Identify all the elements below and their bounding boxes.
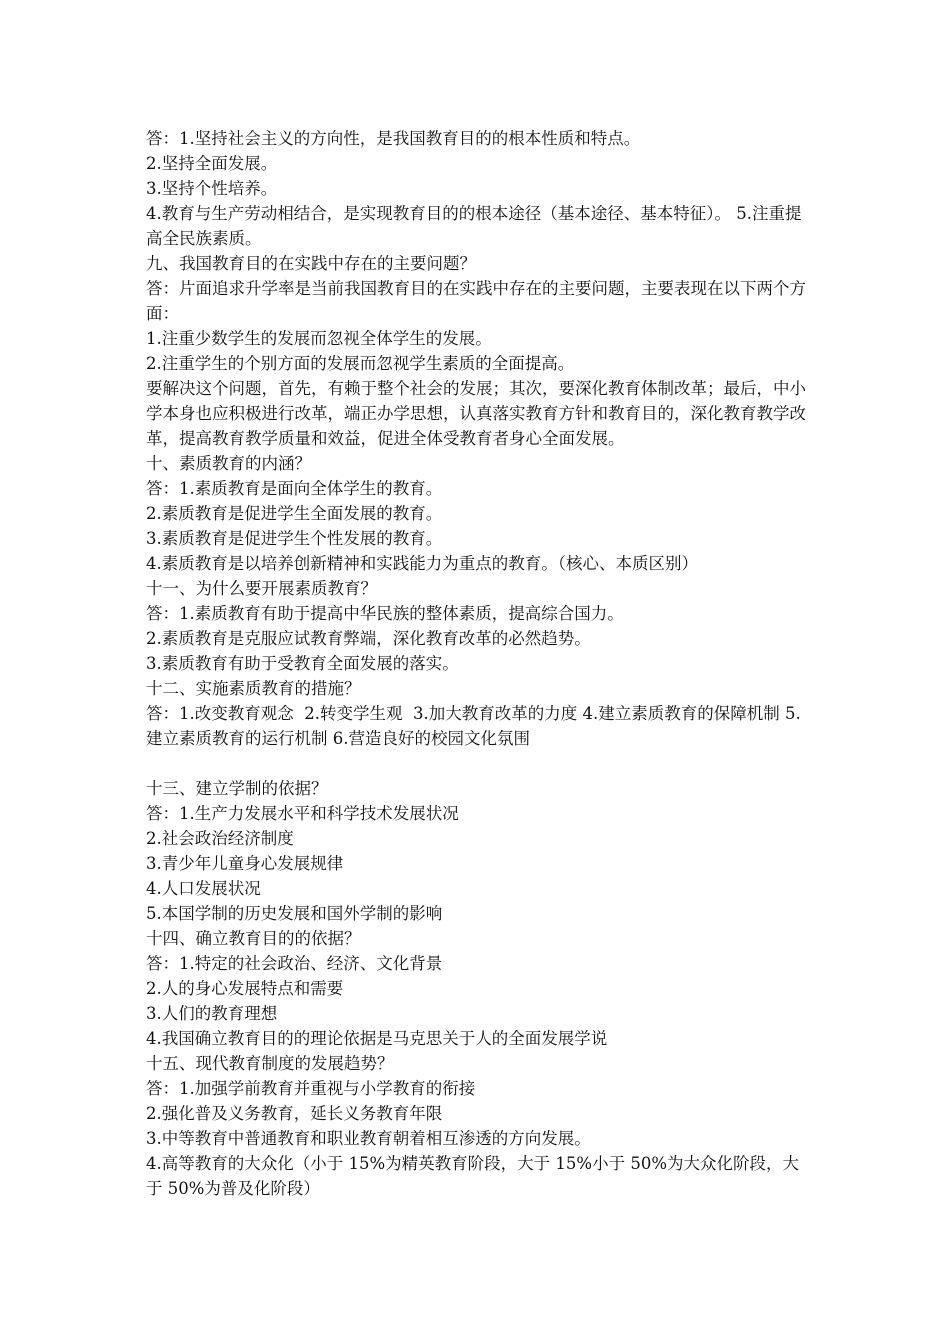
text-line: 答：1.生产力发展水平和科学技术发展状况 [146,804,459,823]
text-line: 3.素质教育是促进学生个性发展的教育。 [146,529,443,548]
text-line: 4.我国确立教育目的的理论依据是马克思关于人的全面发展学说 [146,1029,608,1048]
text-line: 2.注重学生的个别方面的发展而忽视学生素质的全面提高。 [146,354,575,373]
text-line: 2.素质教育是克服应试教育弊端，深化教育改革的必然趋势。 [146,629,591,648]
text-line: 答：片面追求升学率是当前我国教育目的在实践中存在的主要问题，主要表现在以下两个方面： [146,279,806,323]
text-line: 3.青少年儿童身心发展规律 [146,854,344,873]
blank-line [146,751,810,776]
text-line: 2.坚持全面发展。 [146,154,278,173]
text-line: 3.人们的教育理想 [146,1004,278,1023]
section-heading: 十、素质教育的内涵？ [146,454,311,473]
text-line: 3.中等教育中普通教育和职业教育朝着相互渗透的方向发展。 [146,1129,591,1148]
section-heading: 十五、现代教育制度的发展趋势？ [146,1054,394,1073]
text-line: 答：1.素质教育有助于提高中华民族的整体素质，提高综合国力。 [146,604,624,623]
text-line: 要解决这个问题，首先，有赖于整个社会的发展；其次，要深化教育体制改革；最后，中小学本身也应积极进行改革，端正办学思想，认真落实教育方针和教育目的，深化教育教学改革，提高教育教学质量和效益，促进全体受教育者身心全面发展。 [146,379,806,448]
text-line: 4.高等教育的大众化（小于 15%为精英教育阶段，大于 15%小于 50%为大众化阶段，大于 50%为普及化阶段） [146,1154,799,1198]
text-line: 1.注重少数学生的发展而忽视全体学生的发展。 [146,329,492,348]
text-line: 答：1.特定的社会政治、经济、文化背景 [146,954,443,973]
text-line: 答：1.素质教育是面向全体学生的教育。 [146,479,443,498]
text-line: 4.人口发展状况 [146,879,261,898]
text-line: 2.强化普及义务教育，延长义务教育年限 [146,1104,443,1123]
section-heading: 十四、确立教育目的的依据？ [146,929,361,948]
text-line: 答：1.改变教育观念 2.转变学生观 3.加大教育改革的力度 4.建立素质教育的保障机制 5.建立素质教育的运行机制 6.营造良好的校园文化氛围 [146,704,801,748]
section-heading: 十三、建立学制的依据？ [146,779,328,798]
text-line: 2.素质教育是促进学生全面发展的教育。 [146,504,443,523]
document-page [146,126,810,1201]
text-line: 2.社会政治经济制度 [146,829,294,848]
section-heading: 十二、实施素质教育的措施？ [146,679,361,698]
text-line: 答：1.坚持社会主义的方向性，是我国教育目的的根本性质和特点。 [146,129,641,148]
text-line: 答：1.加强学前教育并重视与小学教育的衔接 [146,1079,476,1098]
text-line: 4.教育与生产劳动相结合，是实现教育目的的根本途径（基本途径、基本特征）。 5.注重提高全民族素质。 [146,204,802,248]
text-line: 5.本国学制的历史发展和国外学制的影响 [146,904,443,923]
text-line: 4.素质教育是以培养创新精神和实践能力为重点的教育。（核心、本质区别） [146,554,698,573]
section-heading: 九、我国教育目的在实践中存在的主要问题？ [146,254,476,273]
text-line: 2.人的身心发展特点和需要 [146,979,344,998]
text-line: 3.坚持个性培养。 [146,179,278,198]
text-line: 3.素质教育有助于受教育全面发展的落实。 [146,654,459,673]
section-heading: 十一、为什么要开展素质教育？ [146,579,377,598]
